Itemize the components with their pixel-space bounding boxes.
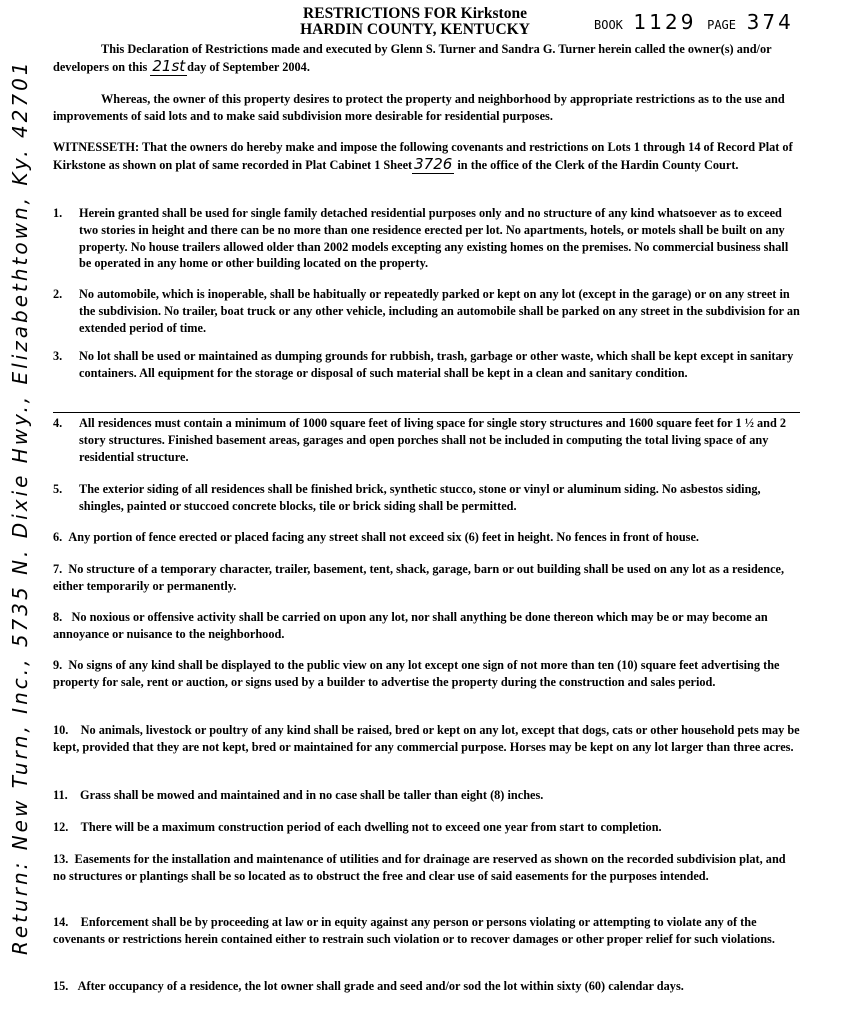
clause-number: 13. [53, 852, 69, 866]
plat-sheet-number: 3726 [414, 154, 453, 173]
clause-text: Herein granted shall be used for single family detached residential purposes only and no structure of any kind whatsoever as to exceed two stories in height and there can be no more than one residence erected per lot. No apartments, hotels, or motels shall be built on any property. No house trailers allowed older than 2002 models excepting any existing homes on the premises. No commercial business shall be operated in any home or other building located on the property. [79, 206, 789, 271]
clause-number: 1. [53, 206, 63, 220]
clause-11 [53, 787, 800, 804]
clause-1 [53, 205, 800, 272]
whereas-paragraph [53, 91, 800, 125]
clause-text: Enforcement shall be by proceeding at law or in equity against any person or persons violating or attempting to violate any of the covenants or restrictions herein contained either to restrain such violation or to recover damages or other proper relief for such violations. [53, 915, 775, 946]
declaration-text: This Declaration of Restrictions made and executed by Glenn S. Turner and Sandra G. Turner herein called the owner(s) and/or developers on this [53, 42, 772, 74]
clause-number: 6. [53, 530, 63, 544]
witnesseth-text: WITNESSETH: That the owners do hereby make and impose the following covenants and restrictions on Lots 1 through 14 of Record Plat of Kirkstone as shown on plat of same recorded in Plat Cabinet 1 Sheet [53, 140, 793, 172]
clause-number: 7. [53, 562, 63, 576]
whereas-text: Whereas, the owner of this property desires to protect the property and neighborhood by appropriate restrictions as to the use and improvements of said lots and to make said subdivision more desirable for residential purposes. [53, 92, 785, 123]
clause-number: 3. [53, 349, 63, 363]
stamp-book-label: BOOK [594, 18, 623, 32]
clause-text: After occupancy of a residence, the lot owner shall grade and seed and/or sod the lot within sixty (60) calendar days. [77, 979, 684, 993]
clause-number: 8. [53, 610, 63, 624]
clause-number: 12. [53, 820, 69, 834]
clause-13 [53, 851, 800, 885]
clause-text: No noxious or offensive activity shall be carried on upon any lot, nor shall anything be done thereon which may be or may become an annoyance or nuisance to the neighborhood. [53, 610, 768, 641]
clause-7 [53, 561, 800, 595]
clause-text: There will be a maximum construction period of each dwelling not to exceed one year from start to completion. [80, 820, 662, 834]
handwritten-return-address: Return: New Turn, Inc., 5735 N. Dixie Hwy., Elizabethtown, Ky. 42701 [8, 59, 32, 955]
clause-number: 2. [53, 287, 63, 301]
clause-number: 10. [53, 723, 69, 737]
clause-text: No lot shall be used or maintained as dumping grounds for rubbish, trash, garbage or other waste, which shall be kept except in sanitary containers. All equipment for the storage or disposal of such material shall be kept in a clean and sanitary condition. [79, 349, 794, 380]
clause-number: 15. [53, 979, 69, 993]
declaration-text-end: day of September 2004. [187, 59, 310, 74]
stamp-page-label: PAGE [707, 18, 736, 32]
clause-6 [53, 529, 800, 546]
clause-text: All residences must contain a minimum of 1000 square feet of living space for single story structures and 1600 square feet for 1 ½ and 2 story structures. Finished basement areas, garages and open porches shall not be included in computing the total living space of any residential structure. [79, 416, 787, 464]
clause-text: Grass shall be mowed and maintained and in no case shall be taller than eight (8) inches. [80, 788, 544, 802]
clause-2 [53, 286, 800, 336]
clause-text: Easements for the installation and maintenance of utilities and for drainage are reserved as shown on the recorded subdivision plat, and no structures or plantings shall be so located as to obstruct the free and clear use of said easements for the purposes intended. [53, 852, 786, 883]
clause-text: No structure of a temporary character, trailer, basement, tent, shack, garage, barn or out building shall be used on any lot as a residence, either temporarily or permanently. [53, 562, 785, 593]
clause-8 [53, 609, 800, 643]
clause-number: 4. [53, 416, 63, 430]
clause-text: No animals, livestock or poultry of any kind shall be raised, bred or kept on any lot, except that dogs, cats or other household pets may be kept, provided that they are not kept, bred or maintained for any commercial purpose. Horses may be kept on any lot larger than three acres. [53, 723, 800, 754]
clause-text: Any portion of fence erected or placed facing any street shall not exceed six (6) feet in height. No fences in front of house. [68, 530, 699, 544]
witnesseth-paragraph [53, 139, 800, 174]
witnesseth-text-end: in the office of the Clerk of the Hardin County Court. [457, 157, 739, 172]
clause-10 [53, 722, 800, 756]
clause-12 [53, 819, 800, 836]
clause-15 [53, 978, 800, 995]
clause-number: 9. [53, 658, 63, 672]
document-subtitle: HARDIN COUNTY, KENTUCKY [300, 21, 530, 38]
declaration-day: 21st [152, 56, 186, 75]
section-divider [53, 412, 800, 413]
clause-9 [53, 657, 800, 691]
clause-number: 11. [53, 788, 68, 802]
stamp-book-value: 1129 [633, 10, 697, 34]
declaration-paragraph [53, 41, 800, 76]
clause-3 [53, 348, 800, 382]
clause-number: 14. [53, 915, 69, 929]
clause-text: The exterior siding of all residences shall be finished brick, synthetic stucco, stone or vinyl or aluminum siding. No asbestos siding, shingles, painted or stuccoed concrete blocks, tile or brick siding shall be permitted. [79, 482, 761, 513]
clause-5 [53, 481, 800, 515]
clause-text: No automobile, which is inoperable, shall be habitually or repeatedly parked or kept on any lot (except in the garage) or on any street in the subdivision. No trailer, boat truck or any other vehicle, including an automobile shall be parked on any street in the subdivision for an extended period of time. [79, 287, 800, 335]
clause-14 [53, 914, 800, 948]
document-title: RESTRICTIONS FOR Kirkstone [303, 5, 527, 22]
book-page-stamp [594, 10, 794, 34]
stamp-page-value: 374 [746, 10, 794, 34]
clause-number: 5. [53, 482, 63, 496]
clause-text: No signs of any kind shall be displayed to the public view on any lot except one sign of not more than ten (10) square feet advertising the property for sale, rent or auction, or signs used by a builder to advertise the property during the construction and sales period. [53, 658, 780, 689]
clause-4 [53, 415, 800, 465]
